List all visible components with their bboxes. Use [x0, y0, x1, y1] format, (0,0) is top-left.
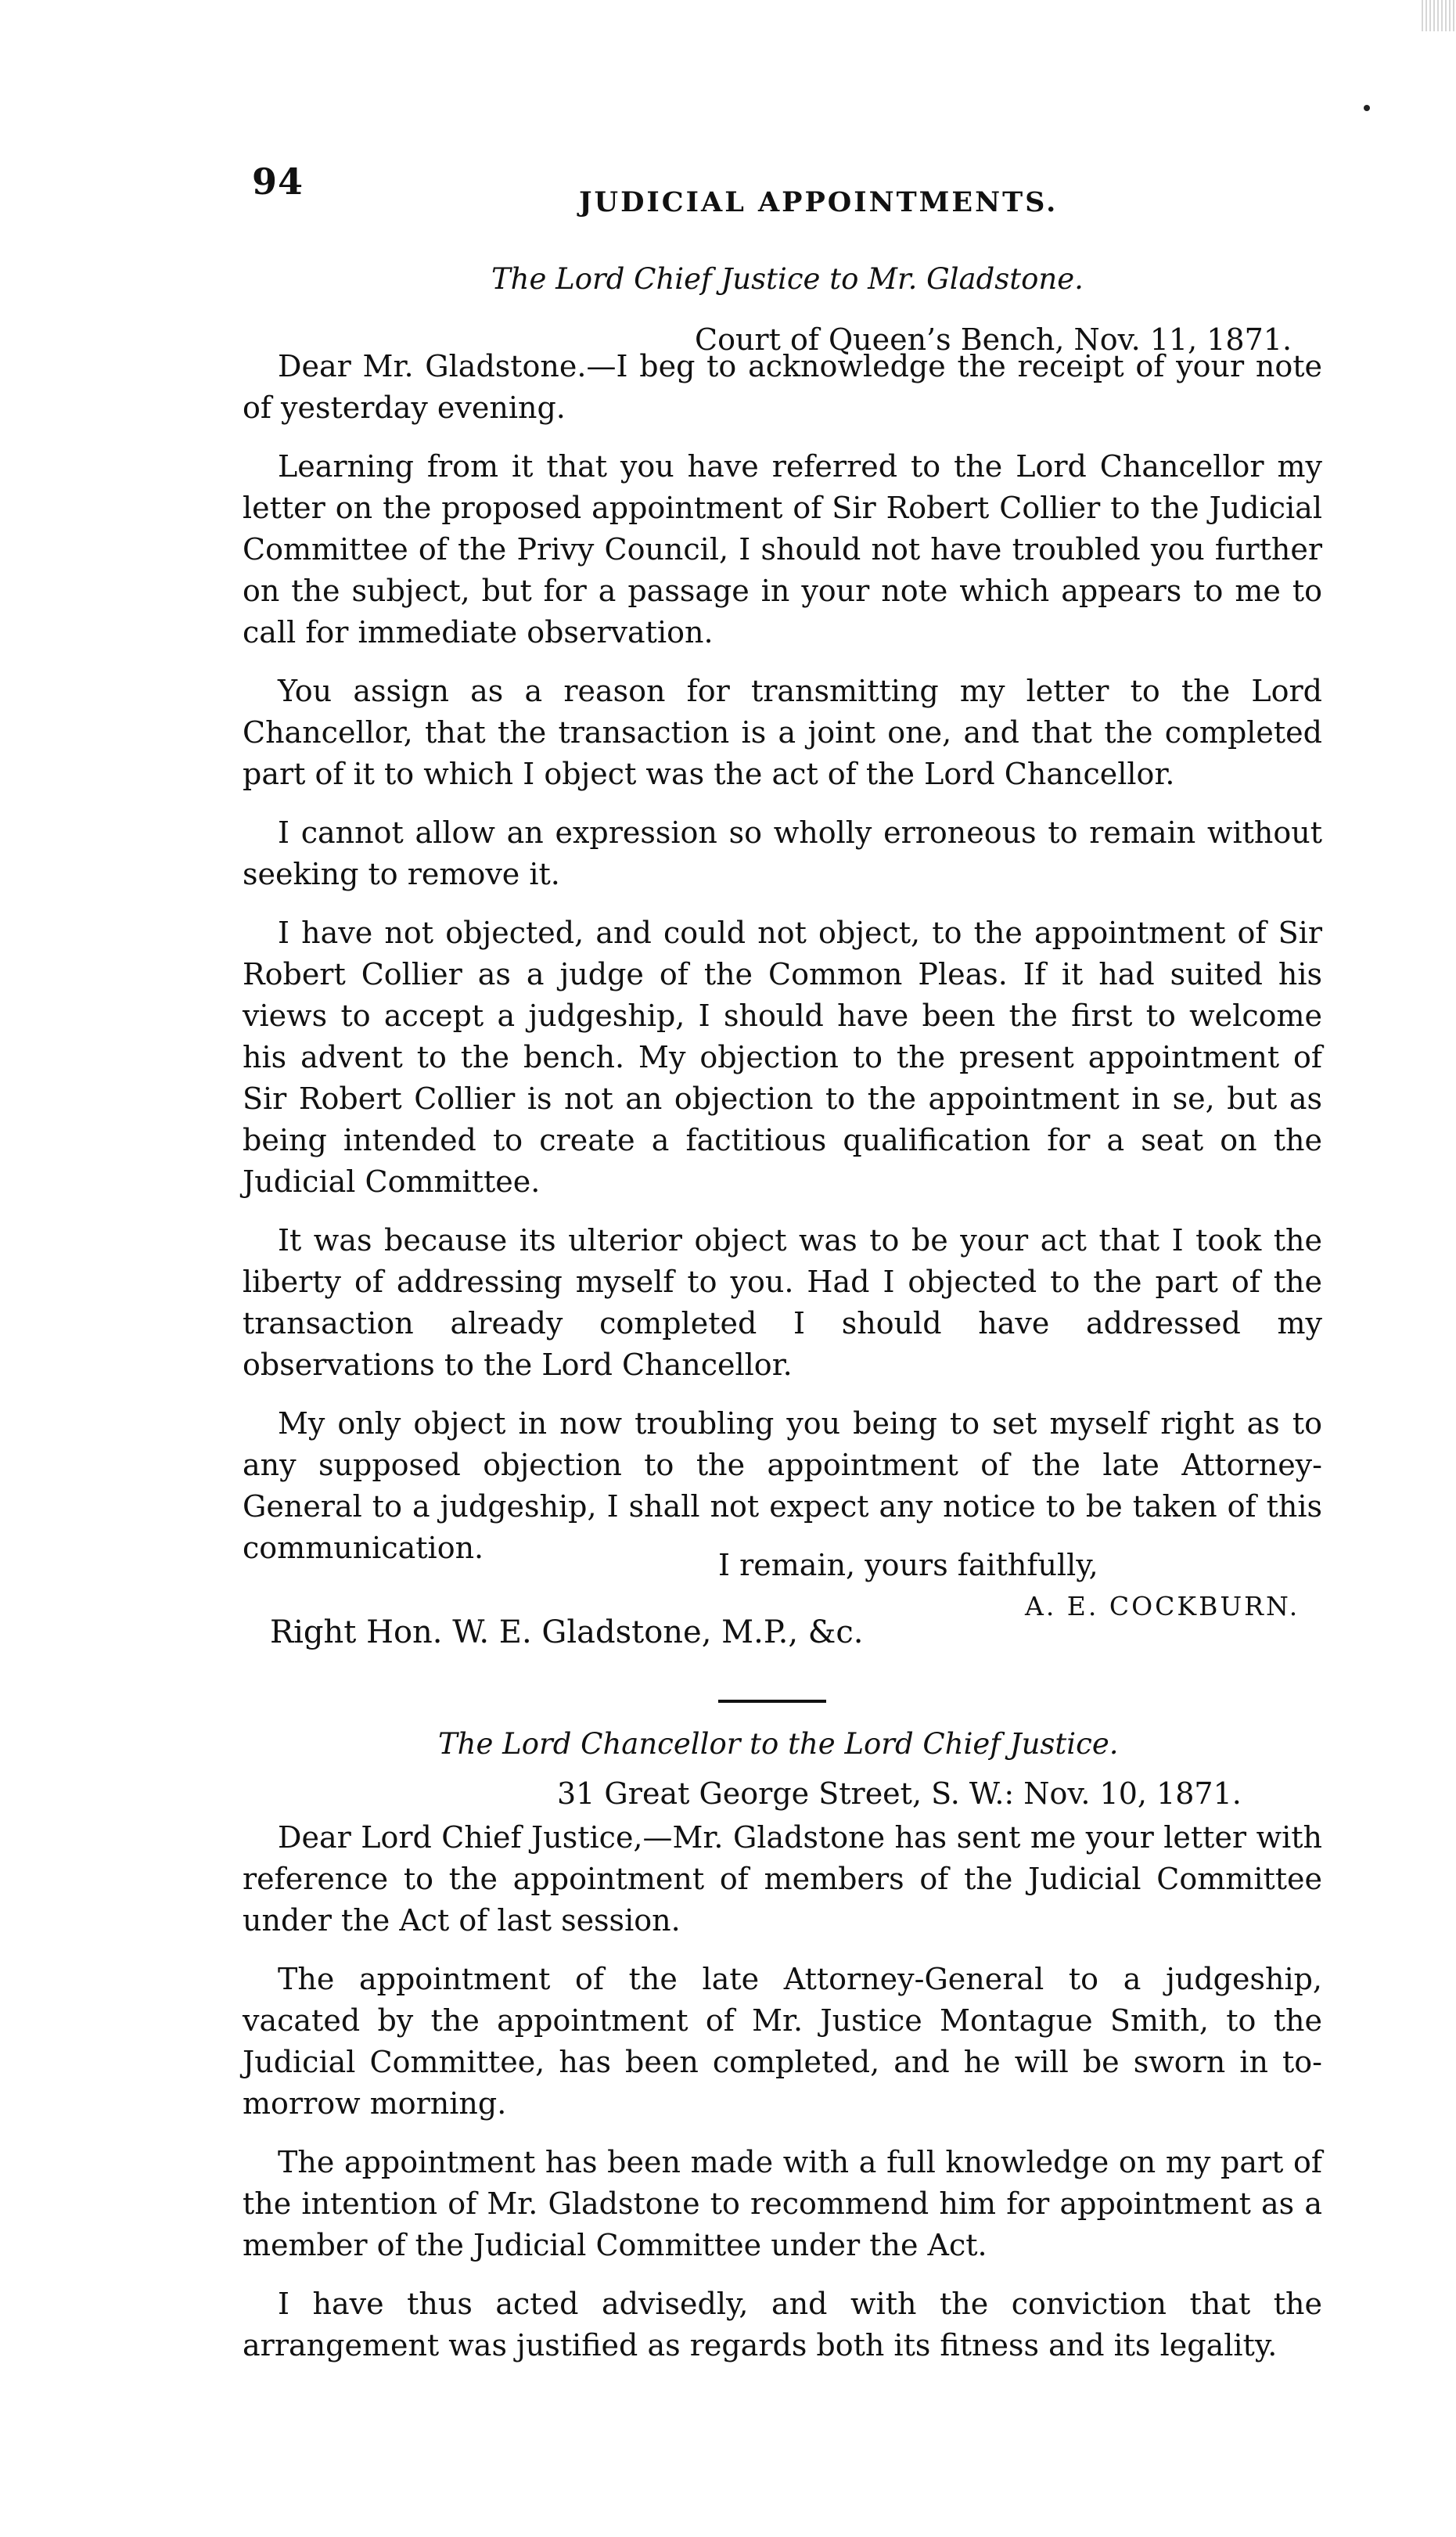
page-number: 94 [252, 160, 304, 203]
letter1-paragraph: I cannot allow an expression so wholly erroneous to remain without seeking to remove it. [243, 815, 1322, 891]
scan-edge-noise [1422, 0, 1456, 31]
letter1-addressee: Right Hon. W. E. Gladstone, M.P., &c. [270, 1614, 864, 1650]
letter1-paragraph: You assign as a reason for transmitting my letter to the Lord Chancellor, that the transaction is a joint one, and that the completed part of it to which I object was the act of the Lord Chancellor. [243, 674, 1322, 791]
letter1-paragraph: Dear Mr. Gladstone.—I beg to acknowledge the receipt of your note of yesterday evening. [243, 349, 1322, 425]
letter1-paragraph: My only object in now troubling you being to set myself right as to any supposed objection to the appointment of the late Attorney-General to a judgeship, I shall not expect any notice to be taken of this communication. [243, 1406, 1322, 1565]
letter1-paragraph: I have not objected, and could not object, to the appointment of Sir Robert Collier as a judge of the Common Pleas. If it had suited his views to accept a judgeship, I should have been the first to welcome his advent to the bench. My objection to the present appointment of Sir Robert Collier is not an objection to the appointment in se, but as being intended to create a factitious qualification for a seat on the Judicial Committee. [243, 916, 1322, 1199]
letter2-paragraph: I have thus acted advisedly, and with the conviction that the arrangement was justified as regards both its fitness and its legality. [243, 2287, 1322, 2362]
letter2-paragraph: The appointment has been made with a full knowledge on my part of the intention of Mr. Gladstone to recommend him for appointment as a member of the Judicial Committee under the Act. [243, 2145, 1322, 2262]
letter1-title: The Lord Chief Justice to Mr. Gladstone. [491, 262, 1084, 296]
letter1-closing: I remain, yours faithfully, [718, 1548, 1098, 1582]
letter2-body [243, 1817, 1322, 2384]
section-divider [718, 1700, 826, 1703]
letter2-paragraph: Dear Lord Chief Justice,—Mr. Gladstone has sent me your letter with reference to the appointment of members of the Judicial Committee under the Act of last session. [243, 1820, 1322, 1938]
letter1-body [243, 346, 1322, 1586]
scan-speck [1364, 105, 1370, 111]
letter2-paragraph: The appointment of the late Attorney-General to a judgeship, vacated by the appointment of Mr. Justice Montague Smith, to the Judicial Committee, has been completed, and he will be sworn in to-morrow morning. [243, 1962, 1322, 2121]
running-head: JUDICIAL APPOINTMENTS. [579, 186, 1059, 218]
letter1-paragraph: Learning from it that you have referred to the Lord Chancellor my letter on the proposed appointment of Sir Robert Collier to the Judicial Committee of the Privy Council, I should not have troubled you further on the subject, but for a passage in your note which appears to me to call for immediate observation. [243, 449, 1322, 650]
letter1-paragraph: It was because its ulterior object was to be your act that I took the liberty of addressing myself to you. Had I objected to the part of the transaction already completed I should have addressed my observations to the Lord Chancellor. [243, 1223, 1322, 1382]
letter1-signature: A. E. COCKBURN. [1025, 1591, 1300, 1621]
letter2-title: The Lord Chancellor to the Lord Chief Justice. [438, 1727, 1119, 1761]
letter2-dateline: 31 Great George Street, S. W.: Nov. 10, 1871. [557, 1776, 1242, 1811]
letter1-dateline: Court of Queen’s Bench, Nov. 11, 1871. [695, 322, 1292, 357]
